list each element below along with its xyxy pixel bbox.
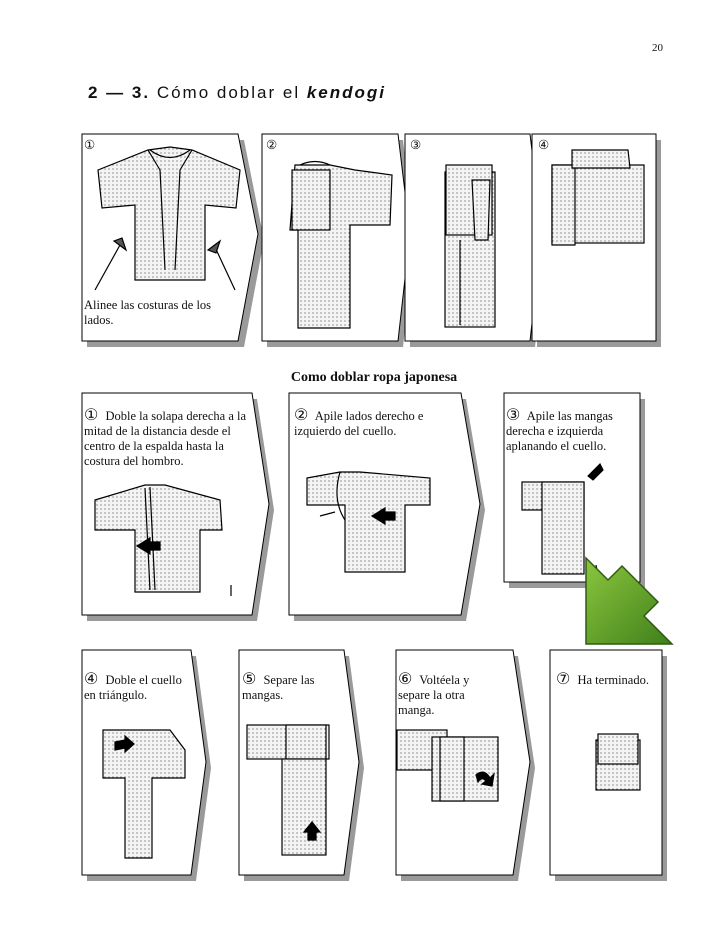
middle-step-3 [506, 408, 640, 454]
heading-number: 2 — 3. [88, 83, 151, 102]
middle-step-2-number: ② [294, 407, 309, 424]
bottom-step-5 [242, 672, 342, 703]
middle-step-2 [294, 408, 454, 439]
bottom-step-5-caption: Separe las mangas. [242, 673, 315, 702]
subheading: Como doblar ropa japonesa [290, 370, 458, 385]
top-step-1-caption: Alinee las costuras de los lados. [84, 298, 212, 327]
bottom-step-4 [84, 672, 184, 703]
bottom-step-5-number: ⑤ [242, 671, 257, 688]
top-step-1-number: ① [84, 138, 96, 152]
middle-step-3-caption: Apile las mangas derecha e izquierda aplanando el cuello. [506, 409, 613, 453]
bottom-step-7-caption: Ha terminado. [577, 673, 649, 687]
bottom-step-4-number: ④ [84, 671, 99, 688]
bottom-step-6-caption: Voltéela y separe la otra manga. [398, 673, 470, 717]
heading-text: Cómo doblar el [156, 83, 301, 102]
top-step-4-number: ④ [538, 138, 550, 152]
heading-keyword: kendogi [306, 83, 387, 102]
page-number: 20 [652, 42, 663, 54]
middle-step-1 [84, 408, 254, 469]
bottom-step-4-caption: Doble el cuello en triángulo. [84, 673, 182, 702]
middle-step-2-caption: Apile lados derecho e izquierdo del cuello. [294, 409, 424, 438]
middle-step-1-caption: Doble la solapa derecha a la mitad de la distancia desde el centro de la espalda hasta la costura del hombro. [84, 409, 247, 468]
top-step-2-number: ② [266, 138, 278, 152]
bottom-step-7-number: ⑦ [556, 671, 571, 688]
middle-step-3-number: ③ [506, 407, 521, 424]
top-jacket-step3 [445, 165, 495, 327]
bottom-step-7 [556, 672, 666, 688]
middle-step-1-number: ① [84, 407, 99, 424]
bottom-kimono-finished [596, 734, 640, 790]
bottom-step-6-number: ⑥ [398, 671, 413, 688]
top-step-3-number: ③ [410, 138, 422, 152]
bottom-step-6 [398, 672, 504, 718]
